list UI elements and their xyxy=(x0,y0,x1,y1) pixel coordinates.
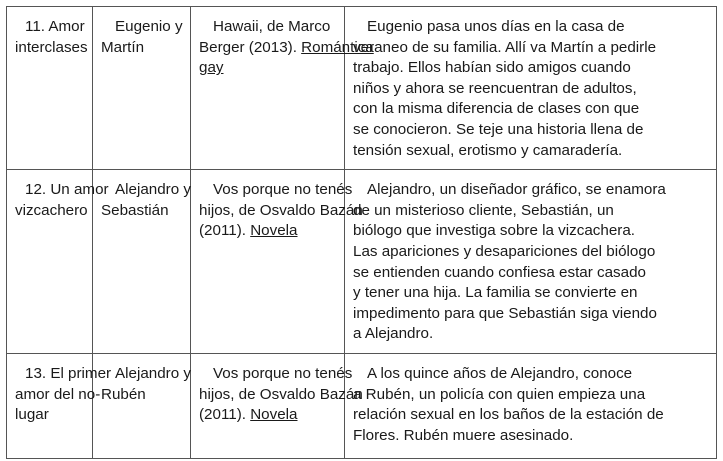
source-text: (2011). xyxy=(199,222,251,240)
genre-link: gay xyxy=(199,59,224,77)
table-row xyxy=(7,7,717,170)
synopsis-text: a Rubén, un policía con quien empieza una xyxy=(353,385,646,403)
source-cell xyxy=(191,353,363,458)
synopsis-text: impedimento para que Sebastián siga viendo xyxy=(353,304,657,322)
synopsis-text: Flores. Rubén muere asesinado. xyxy=(353,426,574,444)
synopsis-text: Las apariciones y desapariciones del biólogo xyxy=(353,242,656,260)
characters-text: Eugenio y xyxy=(115,18,183,35)
synopsis-text: tensión sexual, erotismo y camaradería. xyxy=(353,141,623,159)
characters-text: Alejandro y xyxy=(115,364,191,382)
table-row xyxy=(7,170,717,354)
source-text: hijos, de Osvaldo Bazán xyxy=(199,201,363,219)
synopsis-cell xyxy=(345,7,717,170)
characters-cell xyxy=(93,353,191,458)
synopsis-text: relación sexual en los baños de la estación de xyxy=(353,406,664,424)
synopsis-text: trabajo. Ellos habían sido amigos cuando xyxy=(353,59,631,77)
source-cell xyxy=(191,7,374,170)
characters-cell xyxy=(93,170,191,354)
source-cell xyxy=(191,170,363,354)
synopsis-text: con la misma diferencia de clases con que xyxy=(353,100,640,118)
characters-text: Rubén xyxy=(101,385,146,403)
source-text: (2011). xyxy=(199,406,251,424)
synopsis-text: A los quince años de Alejandro, conoce xyxy=(367,364,633,382)
source-text: Berger (2013). xyxy=(199,38,302,56)
source-text: hijos, de Osvaldo Bazán xyxy=(199,385,363,403)
title-text: amor del no- xyxy=(15,385,101,403)
genre-link: Novela xyxy=(250,406,298,424)
title-cell xyxy=(7,353,112,458)
source-text: Vos porque no tenés xyxy=(213,181,353,199)
synopsis-text: de un misterioso cliente, Sebastián, un xyxy=(353,201,614,219)
synopsis-text: a Alejandro. xyxy=(353,325,434,343)
title-text: 13. El primer xyxy=(25,364,112,382)
characters-text: Alejandro y xyxy=(115,181,191,199)
synopsis-text: veraneo de su familia. Allí va Martín a pedirle xyxy=(353,38,657,56)
characters-cell xyxy=(93,7,191,170)
characters-text: Martín xyxy=(101,38,145,56)
works-table xyxy=(6,6,717,459)
genre-link: Romántica xyxy=(301,38,374,56)
source-text: Hawaii, de Marco xyxy=(213,18,331,35)
title-text: interclases xyxy=(15,38,88,56)
title-cell xyxy=(7,7,93,170)
synopsis-text: se conocieron. Se teje una historia llena de xyxy=(353,120,644,138)
synopsis-text: niños y ahora se reencuentran de adultos, xyxy=(353,79,637,97)
synopsis-text: Eugenio pasa unos días en la casa de xyxy=(367,18,625,35)
title-text: 11. Amor xyxy=(25,18,85,35)
source-text: Vos porque no tenés xyxy=(213,364,353,382)
title-text: vizcachero xyxy=(15,201,88,219)
table-row xyxy=(7,353,717,458)
synopsis-text: Alejandro, un diseñador gráfico, se enamora xyxy=(367,181,666,199)
synopsis-text: se entienden cuando confiesa estar casado xyxy=(353,263,646,281)
synopsis-cell xyxy=(345,170,717,354)
title-text: 12. Un amor xyxy=(25,181,109,199)
characters-text: Sebastián xyxy=(101,201,169,219)
title-text: lugar xyxy=(15,406,49,424)
synopsis-text: y tener una hija. La familia se convierte en xyxy=(353,284,638,302)
synopsis-text: biólogo que investiga sobre la vizcachera. xyxy=(353,222,635,240)
synopsis-cell xyxy=(345,353,717,458)
title-cell xyxy=(7,170,109,354)
genre-link: Novela xyxy=(250,222,298,240)
